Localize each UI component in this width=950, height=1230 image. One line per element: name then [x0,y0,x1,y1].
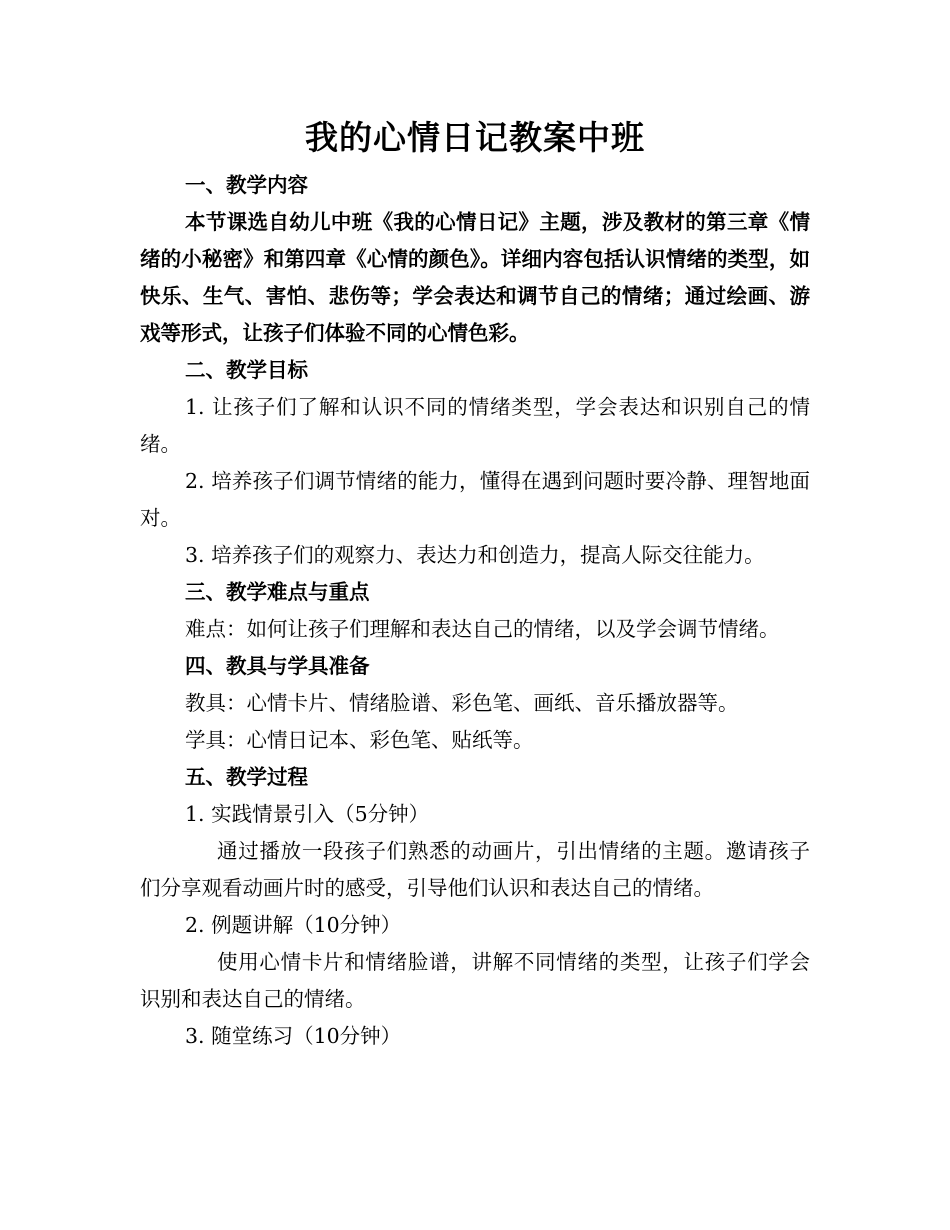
objective-item-2: 2. 培养孩子们调节情绪的能力，懂得在遇到问题时要冷静、理智地面对。 [140,469,810,530]
document-title: 我的心情日记教案中班 [305,118,645,157]
process-step-2-title: 2. 例题讲解（10分钟） [185,913,402,937]
process-step-3-title: 3. 随堂练习（10分钟） [185,1024,402,1048]
process-step-1-text: 通过播放一段孩子们熟悉的动画片，引出情绪的主题。邀请孩子们分享观看动画片时的感受，引导他们认识和表达自己的情绪。 [140,839,810,900]
section-heading-process: 五、教学过程 [185,765,308,789]
document-body [140,167,810,1055]
difficulty-paragraph: 难点：如何让孩子们理解和表达自己的情绪，以及学会调节情绪。 [185,617,780,641]
content-paragraph: 本节课选自幼儿中班《我的心情日记》主题，涉及教材的第三章《情绪的小秘密》和第四章《心情的颜色》。详细内容包括认识情绪的类型，如快乐、生气、害怕、悲伤等；学会表达和调节自己的情绪；通过绘画、游戏等形式，让孩子们体验不同的心情色彩。 [140,210,810,345]
section-heading-objectives: 二、教学目标 [185,358,308,382]
teaching-aids-paragraph: 教具：心情卡片、情绪脸谱、彩色笔、画纸、音乐播放器等。 [185,691,739,715]
objective-item-3: 3. 培养孩子们的观察力、表达力和创造力，提高人际交往能力。 [185,543,765,567]
section-heading-difficulties: 三、教学难点与重点 [185,580,370,604]
objective-item-1: 1. 让孩子们了解和认识不同的情绪类型，学会表达和识别自己的情绪。 [140,395,810,456]
section-heading-materials: 四、教具与学具准备 [185,654,370,678]
process-step-2-text: 使用心情卡片和情绪脸谱，讲解不同情绪的类型，让孩子们学会识别和表达自己的情绪。 [140,950,810,1011]
process-step-1-title: 1. 实践情景引入（5分钟） [185,802,430,826]
learning-aids-paragraph: 学具：心情日记本、彩色笔、贴纸等。 [185,728,534,752]
section-heading-content: 一、教学内容 [185,173,308,197]
